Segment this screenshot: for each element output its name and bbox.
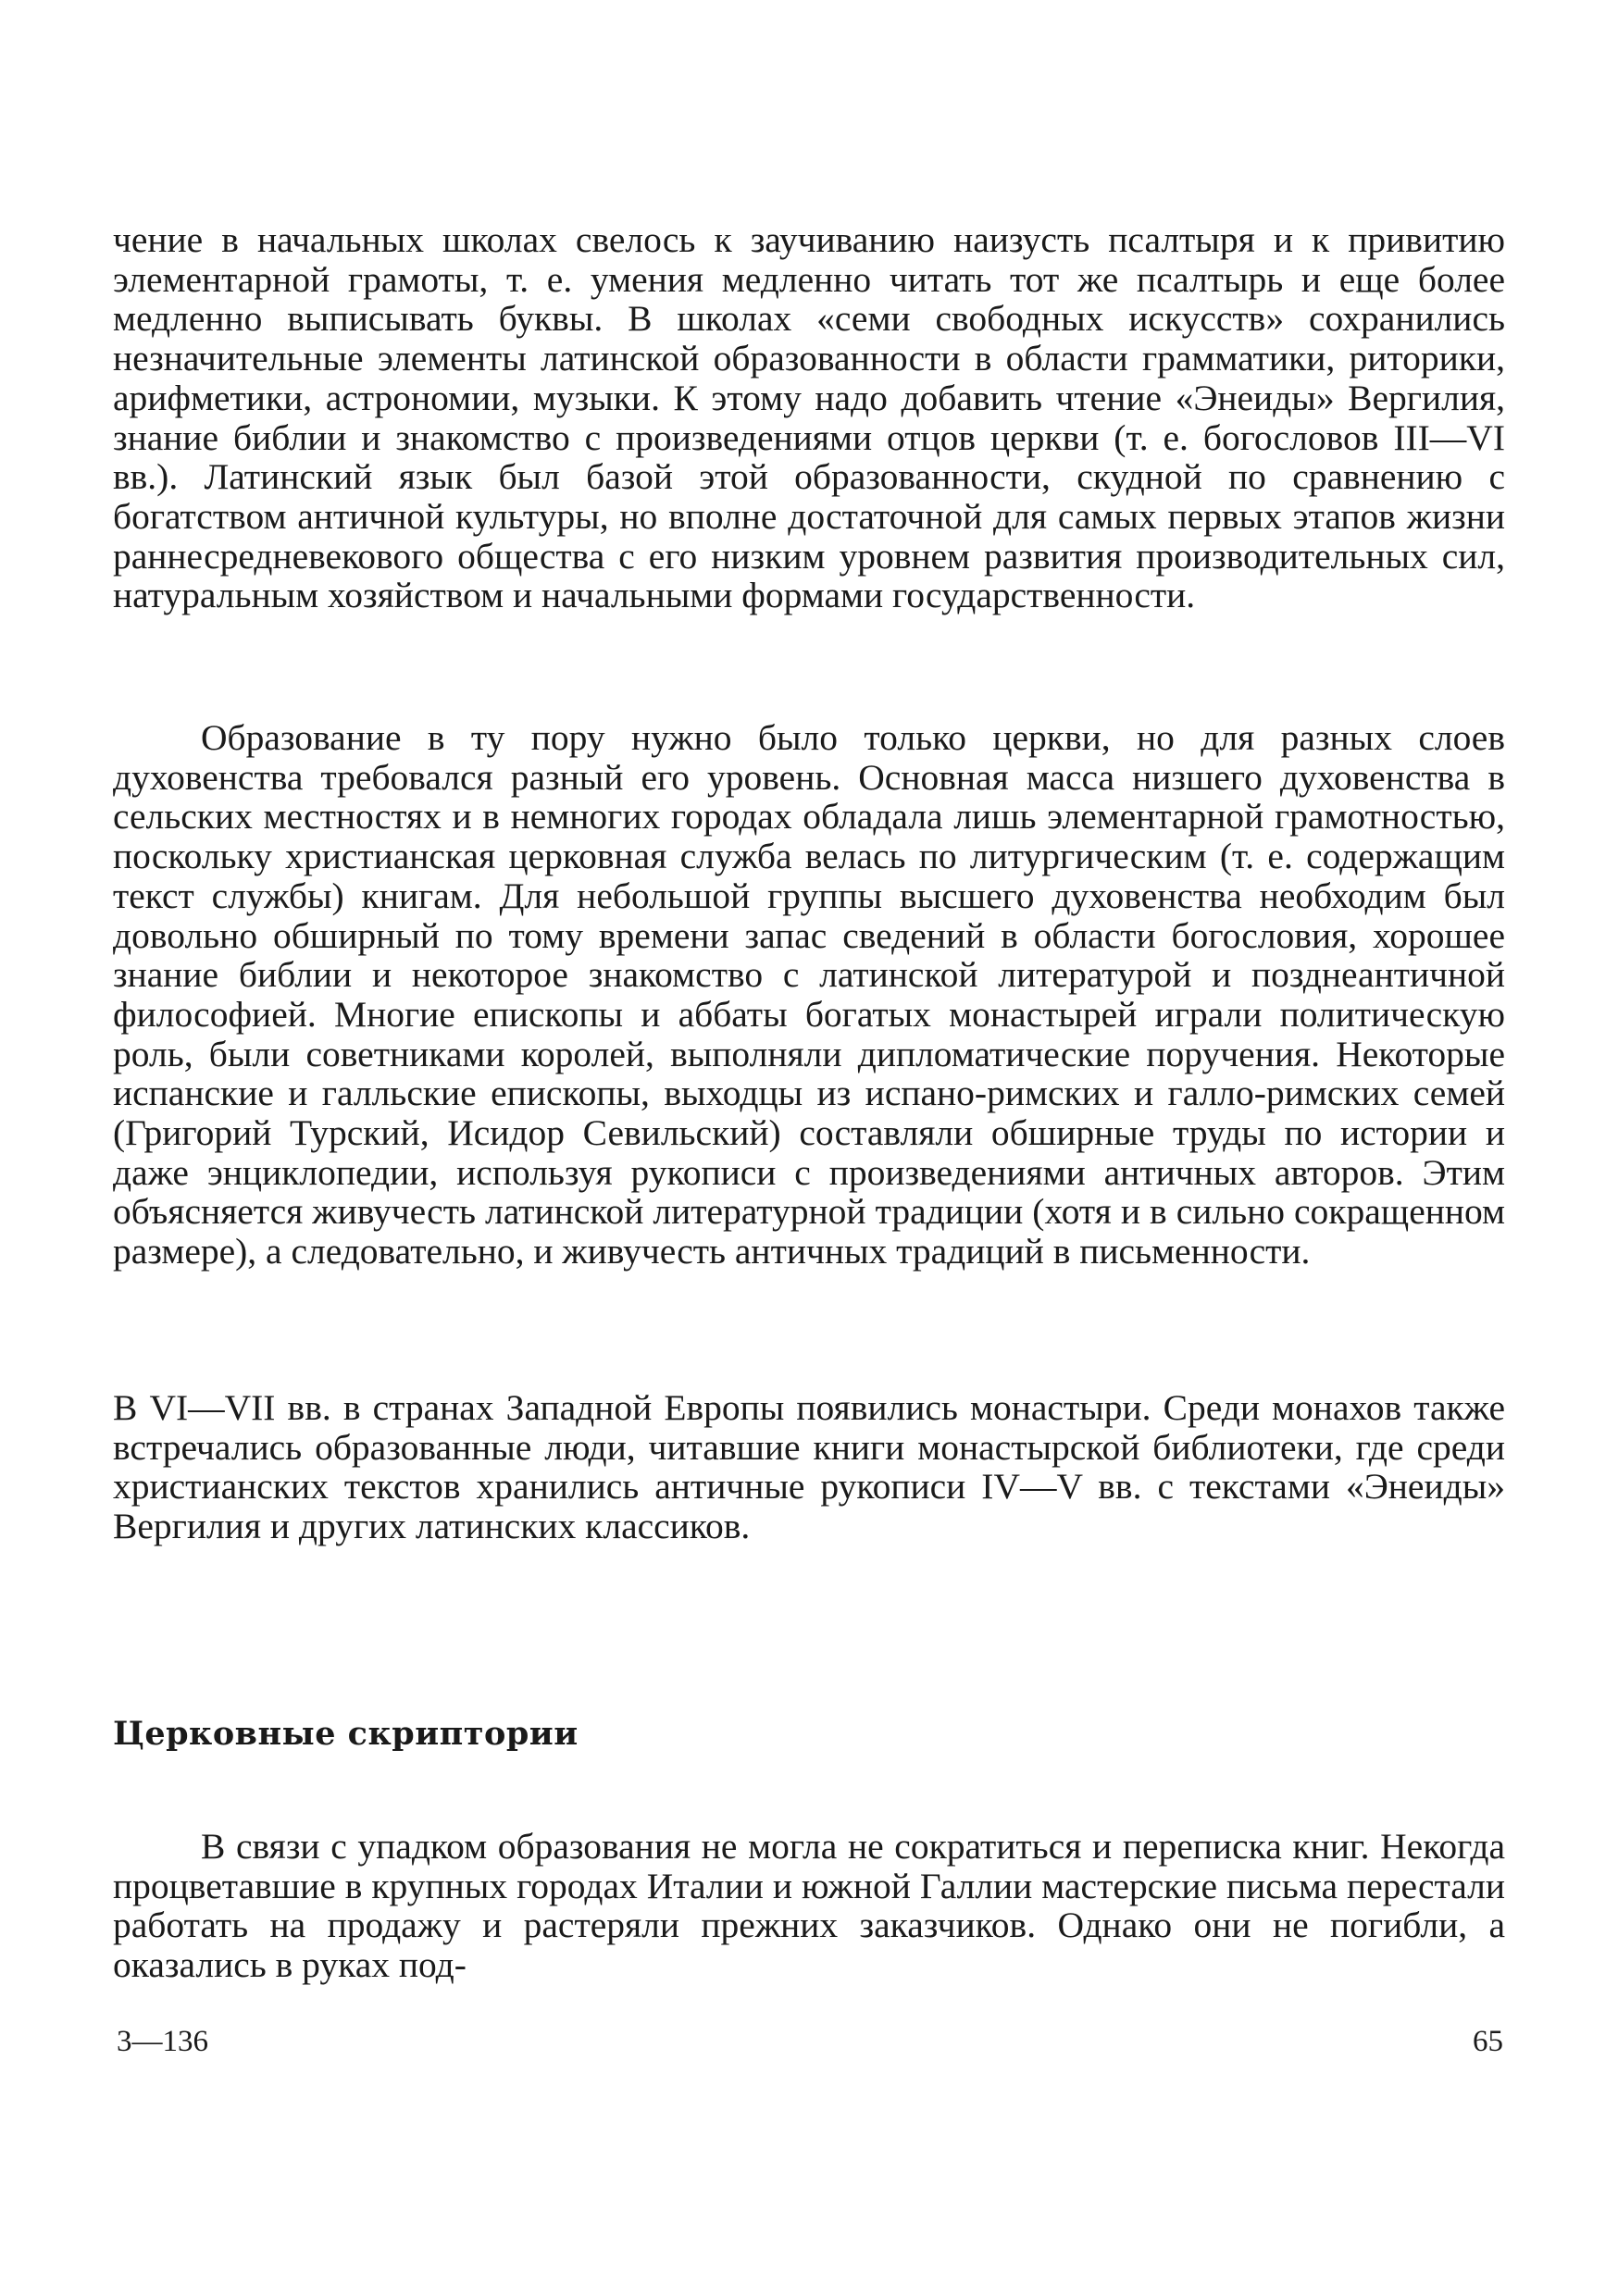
body-paragraph (113, 1388, 1505, 1546)
paragraph-text: чение в начальных школах свелось к заучиванию наизусть псалтыря и к привитию элементарной грамоты, т. е. умения медленно читать тот же псалтырь и еще более медленно выписывать буквы. В школах «семи свободных искусств» сохранились незначительные элементы латинской образованности в области грамматики, риторики, арифметики, астрономии, музыки. К этому надо добавить чтение «Энеиды» Вергилия, знание библии и знакомство с произведениями отцов церкви (т. е. богословов III—VI вв.). Латинский язык был базой этой образованности, скудной по сравнению с богатством античной культуры, но вполне достаточной для самых первых этапов жизни раннесредневекового общества с его низким уровнем развития производительных сил, натуральным хозяйством и начальными формами государственности. (113, 219, 1505, 616)
printer-signature-mark: 3—136 (117, 2025, 208, 2058)
section-paragraph (113, 1827, 1505, 1985)
paragraph-text: В связи с упадком образования не могла не сократиться и переписка книг. Некогда процветавшие в крупных городах Италии и южной Галлии мастерские письма перестали работать на продажу и растеряли прежних заказчиков. Однако они не погибли, а оказались в руках под- (113, 1826, 1505, 1986)
paragraph-text: Образование в ту пору нужно было только церкви, но для разных слоев духовенства требовался разный его уровень. Основная масса низшего духовенства в сельских местностях и в немногих городах обладала лишь элементарной грамотностью, поскольку христианская церковная служба велась по литургическим (т. е. содержащим текст службы) книгам. Для небольшой группы высшего духовенства необходим был довольно обширный по тому времени запас сведений в области богословия, хорошее знание библии и некоторое знакомство с латинской литературой и позднеантичной философией. Многие епископы и аббаты богатых монастырей играли политическую роль, были советниками королей, выполняли дипломатические поручения. Некоторые испанские и галльские епископы, выходцы из испано-римских и галло-римских семей (Григорий Турский, Исидор Севильский) составляли обширные труды по истории и даже энциклопедии, используя рукописи с произведениями античных авторов. Этим объясняется живучесть латинской литературной традиции (хотя и в сильно сокращенном размере), а следовательно, и живучесть античных традиций в письменности. (113, 717, 1505, 1272)
body-paragraph (113, 718, 1505, 1272)
section-heading: Церковные скриптории (113, 1715, 579, 1753)
paragraph-text: В VI—VII вв. в странах Западной Европы появились монастыри. Среди монахов также встречались образованные люди, читавшие книги монастырской библиотеки, где среди христианских текстов хранились античные рукописи IV—V вв. с текстами «Энеиды» Вергилия и других латинских классиков. (113, 1387, 1505, 1547)
page-number: 65 (1473, 2025, 1503, 2058)
body-paragraph-continuation (113, 220, 1505, 615)
